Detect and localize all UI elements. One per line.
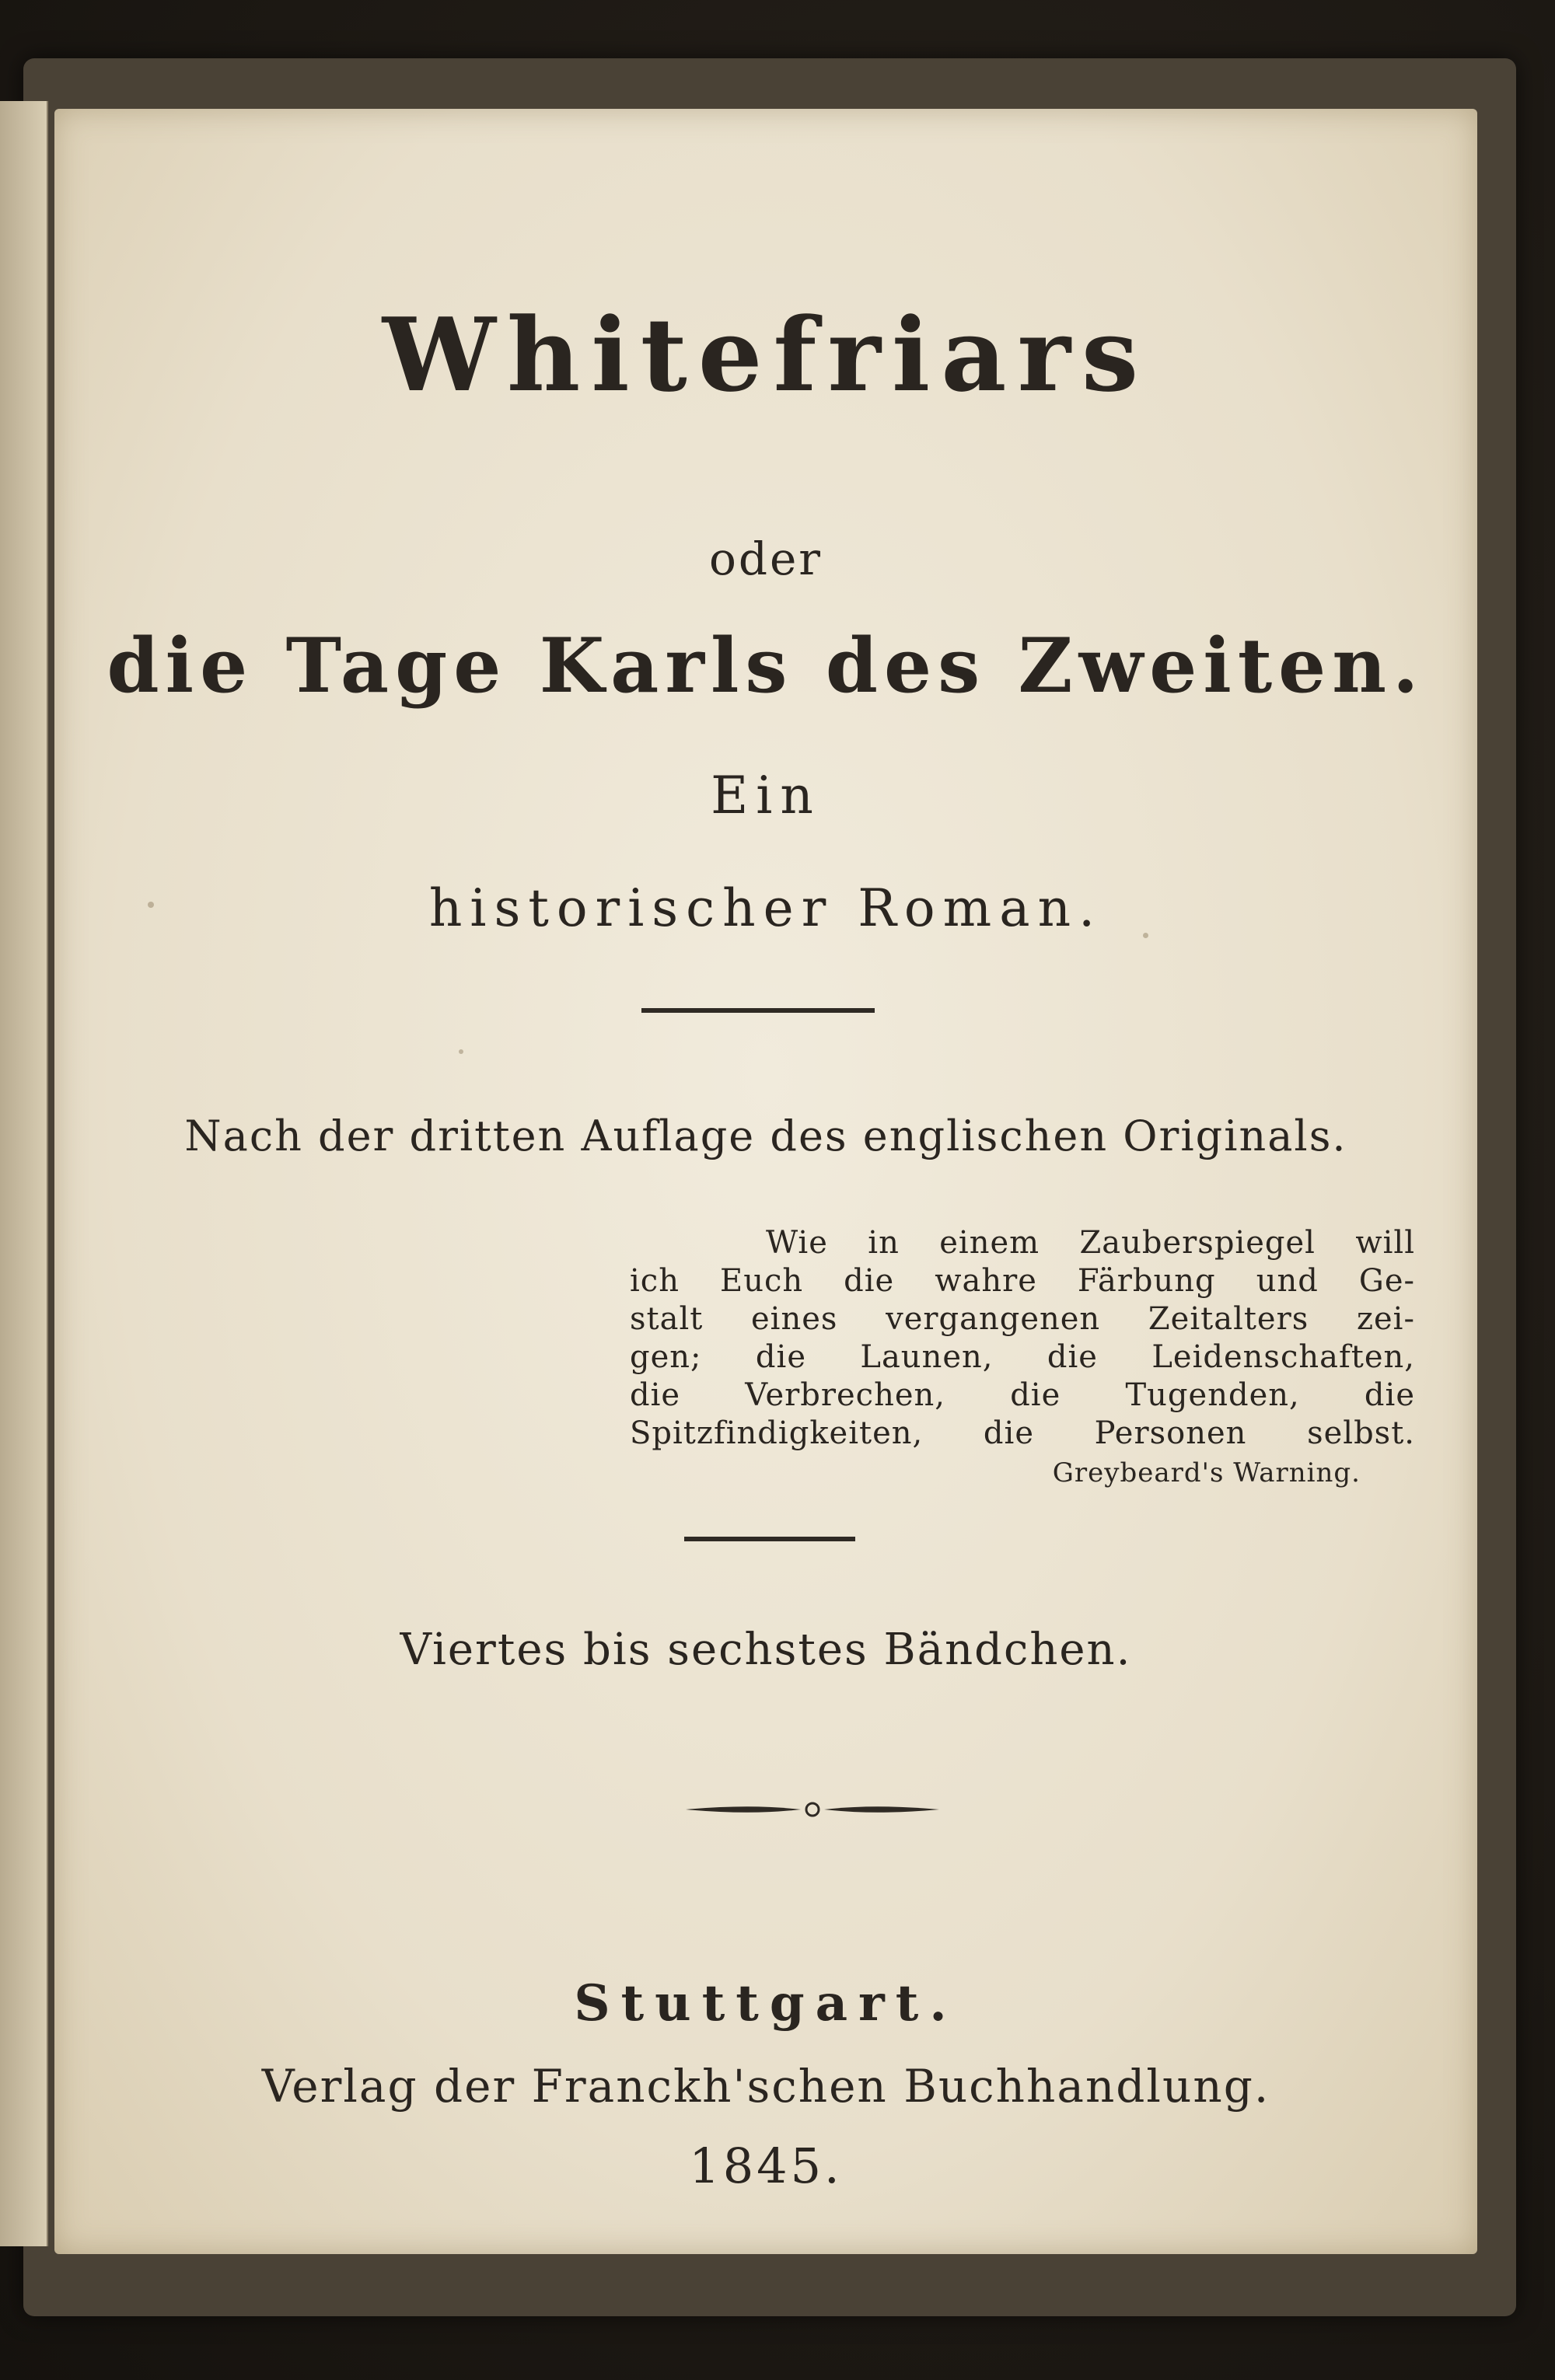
publisher: Verlag der Franckh'schen Buchhandlung. bbox=[261, 2060, 1270, 2113]
paper-spot bbox=[459, 1049, 463, 1054]
divider-rule bbox=[684, 1537, 855, 1541]
edition-note: Nach der dritten Auflage des englischen Originals. bbox=[184, 1111, 1347, 1160]
book-title: Whitefriars bbox=[382, 295, 1150, 414]
divider-rule bbox=[641, 1008, 875, 1013]
title-conjunction: oder bbox=[708, 532, 823, 585]
volume-note: Viertes bis sechstes Bändchen. bbox=[400, 1624, 1132, 1675]
book-subtitle: die Tage Karls des Zweiten. bbox=[107, 622, 1425, 710]
genre-line-2: historischer Roman. bbox=[428, 878, 1103, 938]
epigraph bbox=[630, 1224, 1415, 1492]
title-page bbox=[54, 109, 1477, 2254]
epigraph-line: Spitzfindigkeiten, die Personen selbst. bbox=[630, 1415, 1415, 1451]
ornament-rule-icon bbox=[684, 1799, 941, 1820]
epigraph-line: ich Euch die wahre Färbung und Ge- bbox=[630, 1263, 1415, 1299]
epigraph-line: gen; die Launen, die Leidenschaften, bbox=[630, 1339, 1415, 1375]
previous-page-edge bbox=[0, 101, 48, 2246]
epigraph-attribution: Greybeard's Warning. bbox=[1052, 1457, 1361, 1488]
publication-year: 1845. bbox=[689, 2137, 843, 2194]
genre-line-1: Ein bbox=[711, 766, 821, 825]
place-of-publication: Stuttgart. bbox=[574, 1974, 958, 2033]
epigraph-line: Wie in einem Zauberspiegel will bbox=[766, 1225, 1415, 1261]
epigraph-line: die Verbrechen, die Tugenden, die bbox=[630, 1377, 1415, 1413]
epigraph-line: stalt eines vergangenen Zeitalters zei- bbox=[630, 1301, 1415, 1337]
